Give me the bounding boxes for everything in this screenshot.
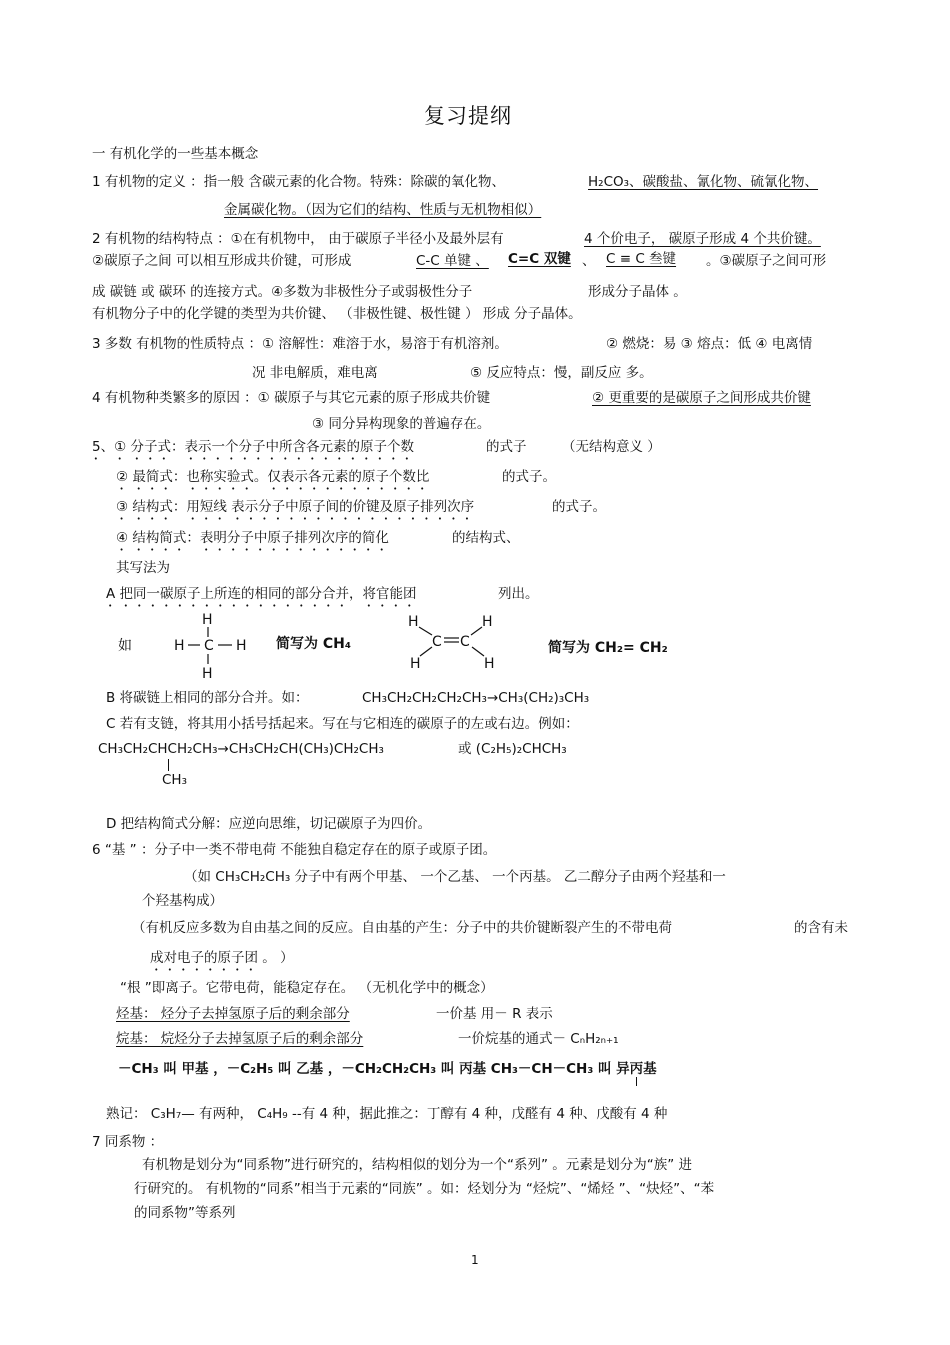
p5-formula-def: 5、① 分子式：表示一个分子中所含各元素的原子个数 bbox=[92, 439, 414, 455]
alkyl-def: 烷基： 烷烃分子去掉氢原子后的剩余部分 bbox=[116, 1031, 364, 1047]
p4-line-b: ② 更重要的是碳原子之间形成共价键 bbox=[592, 390, 811, 406]
p6-line-m: 熟记： C₃H₇— 有两种， C₄H₉ --有 4 种，据此推之：丁醇有 4 种，戊醛有 4 种、戊酸有 4 种 bbox=[106, 1106, 668, 1122]
atom-h: H bbox=[202, 666, 213, 682]
bond-line bbox=[472, 647, 484, 656]
p6-line-e: 的含有未 bbox=[794, 920, 848, 936]
p5-formula-def-end: 的式子 bbox=[486, 439, 527, 455]
p7-line-c: 行研究的。 有机物的“同系”相当于元素的“同族” 。如：烃划分为 “烃烷”、“烯烃 ”、“炔烃”、“苯 bbox=[134, 1181, 715, 1197]
p3-line-d: ⑤ 反应特点：慢，副反应 多。 bbox=[470, 365, 653, 381]
ethylene-structure bbox=[404, 612, 504, 672]
atom-c: C bbox=[204, 638, 214, 654]
isopropyl-bond bbox=[636, 1077, 637, 1086]
p7-heading: 7 同系物 ： bbox=[92, 1134, 164, 1150]
p2-single-bond: C-C 单键 、 bbox=[416, 253, 489, 269]
p3-line-a: 3 多数 有机物的性质特点 ：① 溶解性：难溶于水，易溶于有机溶剂。 bbox=[92, 336, 508, 352]
rule-b-example: CH₃CH₂CH₂CH₂CH₃→CH₃(CH₂)₃CH₃ bbox=[362, 690, 590, 706]
ethylene-condensed: 简写为 CH₂= CH₂ bbox=[548, 640, 668, 656]
p5-simplest-def: ② 最简式：也称实验式。仅表示各元素的原子个数比 bbox=[116, 469, 430, 485]
atom-h: H bbox=[410, 656, 421, 672]
p5-formula-note: （无结构意义 ） bbox=[562, 439, 661, 455]
rule-b: B 将碳链上相同的部分合并。如： bbox=[106, 690, 309, 706]
page-title: 复习提纲 bbox=[424, 104, 512, 128]
p2-triple-bond: C ≡ C 叁键 bbox=[606, 251, 677, 267]
p1-line-c: 金属碳化物。（因为它们的结构、性质与无机物相似） bbox=[224, 202, 542, 218]
alkyl-formula: 一价烷基的通式－ CₙH₂ₙ₊₁ bbox=[458, 1031, 619, 1047]
p7-line-b: 有机物是划分为“同系物”进行研究的，结构相似的划分为一个“系列” 。元素是划分为“族” 进 bbox=[142, 1157, 693, 1173]
rule-a: A 把同一碳原子上所连的相同的部分合并，将官能团 bbox=[106, 586, 417, 602]
p6-line-d: （有机反应多数为自由基之间的反应。自由基的产生：分子中的共价键断裂产生的不带电荷 bbox=[132, 920, 672, 936]
atom-h: H bbox=[174, 638, 185, 654]
page-number: 1 bbox=[471, 1253, 479, 1267]
p6-line-f: 成对电子的原子团 。 ） bbox=[150, 950, 294, 966]
bond-line bbox=[419, 627, 432, 635]
methane-structure bbox=[168, 608, 258, 682]
p5-structural-def: ③ 结构式：用短线 表示分子中原子间的价键及原子排列次序 bbox=[116, 499, 475, 515]
section-heading: 一 有机化学的一些基本概念 bbox=[92, 146, 259, 162]
p3-line-c: 况 非电解质，难电离 bbox=[252, 365, 378, 381]
bond-line bbox=[420, 647, 432, 656]
p1-line-a: 1 有机物的定义 ：指一般 含碳元素的化合物。特殊：除碳的氧化物、 bbox=[92, 174, 505, 190]
atom-h: H bbox=[236, 638, 247, 654]
hydrocarbyl-def: 烃基： 烃分子去掉氢原子后的剩余部分 bbox=[116, 1006, 350, 1022]
hydrocarbyl-note: 一价基 用－ R 表示 bbox=[436, 1006, 553, 1022]
atom-h: H bbox=[408, 614, 419, 630]
p2-line-b: 4 个价电子， 碳原子形成 4 个共价键。 bbox=[584, 231, 821, 247]
p5-writing-rules: 其写法为 bbox=[116, 560, 170, 576]
rule-c: C 若有支链，将其用小括号括起来。写在与它相连的碳原子的左或右边。例如： bbox=[106, 716, 579, 732]
p6-line-g: “根 ”即离子。它带电荷，能稳定存在。 （无机化学中的概念） bbox=[120, 980, 494, 996]
p5-structural-end: 的式子。 bbox=[552, 499, 606, 515]
p5-condensed-end: 的结构式、 bbox=[452, 530, 520, 546]
p1-line-b: H₂CO₃、碳酸盐、氰化物、硫氰化物、 bbox=[588, 174, 819, 190]
p2-line-i: 成 碳链 或 碳环 的连接方式。④多数为非极性分子或弱极性分子 bbox=[92, 284, 473, 300]
p6-line-c: 个羟基构成） bbox=[142, 893, 223, 909]
branch-bond bbox=[168, 759, 169, 771]
rule-c-example: CH₃CH₂CHCH₂CH₃→CH₃CH₂CH(CH₃)CH₂CH₃ bbox=[98, 741, 384, 757]
p6-line-a: 6 “基 ” ：分子中一类不带电荷 不能独自稳定存在的原子或原子团。 bbox=[92, 842, 497, 858]
p4-line-c: ③ 同分异构现象的普遍存在。 bbox=[312, 416, 491, 432]
p2-double-bond: C=C 双键 bbox=[508, 251, 571, 267]
p5-simplest-end: 的式子。 bbox=[502, 469, 556, 485]
p2-line-j: 形成分子晶体 。 bbox=[588, 284, 687, 300]
p2-line-h: 。③碳原子之间可形 bbox=[706, 253, 827, 269]
p3-line-b: ② 燃烧：易 ③ 熔点：低 ④ 电离情 bbox=[606, 336, 813, 352]
bond-line bbox=[471, 627, 482, 635]
rule-d: D 把结构简式分解：应逆向思维，切记碳原子为四价。 bbox=[106, 816, 432, 832]
p4-line-a: 4 有机物种类繁多的原因 ：① 碳原子与其它元素的原子形成共价键 bbox=[92, 390, 491, 406]
p2-line-a: 2 有机物的结构特点 ：①在有机物中， 由于碳原子半径小及最外层有 bbox=[92, 231, 504, 247]
p2-line-c: ②碳原子之间 可以相互形成共价键，可形成 bbox=[92, 253, 352, 269]
p2-line-k: 有机物分子中的化学键的类型为共价键、 （非极性键、极性键 ） 形成 分子晶体。 bbox=[92, 306, 582, 322]
atom-c: C bbox=[460, 634, 470, 650]
branch-methyl: CH₃ bbox=[162, 772, 187, 788]
atom-h: H bbox=[484, 656, 495, 672]
atom-h: H bbox=[482, 614, 493, 630]
methane-condensed: 简写为 CH₄ bbox=[276, 636, 351, 652]
rule-c-alt: 或 (C₂H₅)₂CHCH₃ bbox=[458, 741, 567, 757]
p7-line-d: 的同系物”等系列 bbox=[134, 1205, 236, 1221]
atom-h: H bbox=[202, 612, 213, 628]
p5-condensed-def: ④ 结构简式：表明分子中原子排列次序的简化 bbox=[116, 530, 389, 546]
atom-c: C bbox=[432, 634, 442, 650]
example-label: 如 bbox=[118, 638, 132, 654]
p6-line-b: （如 CH₃CH₂CH₃ 分子中有两个甲基、 一个乙基、 一个丙基。 乙二醇分子由两个羟基和一 bbox=[184, 869, 726, 885]
p2-sep: 、 bbox=[582, 253, 596, 269]
alkyl-names: －CH₃ 叫 甲基 ，－C₂H₅ 叫 乙基 ，－CH₂CH₂CH₃ 叫 丙基 CH₃－CH－CH₃ 叫 异丙基 bbox=[118, 1061, 657, 1077]
rule-a-end: 列出。 bbox=[498, 586, 539, 602]
